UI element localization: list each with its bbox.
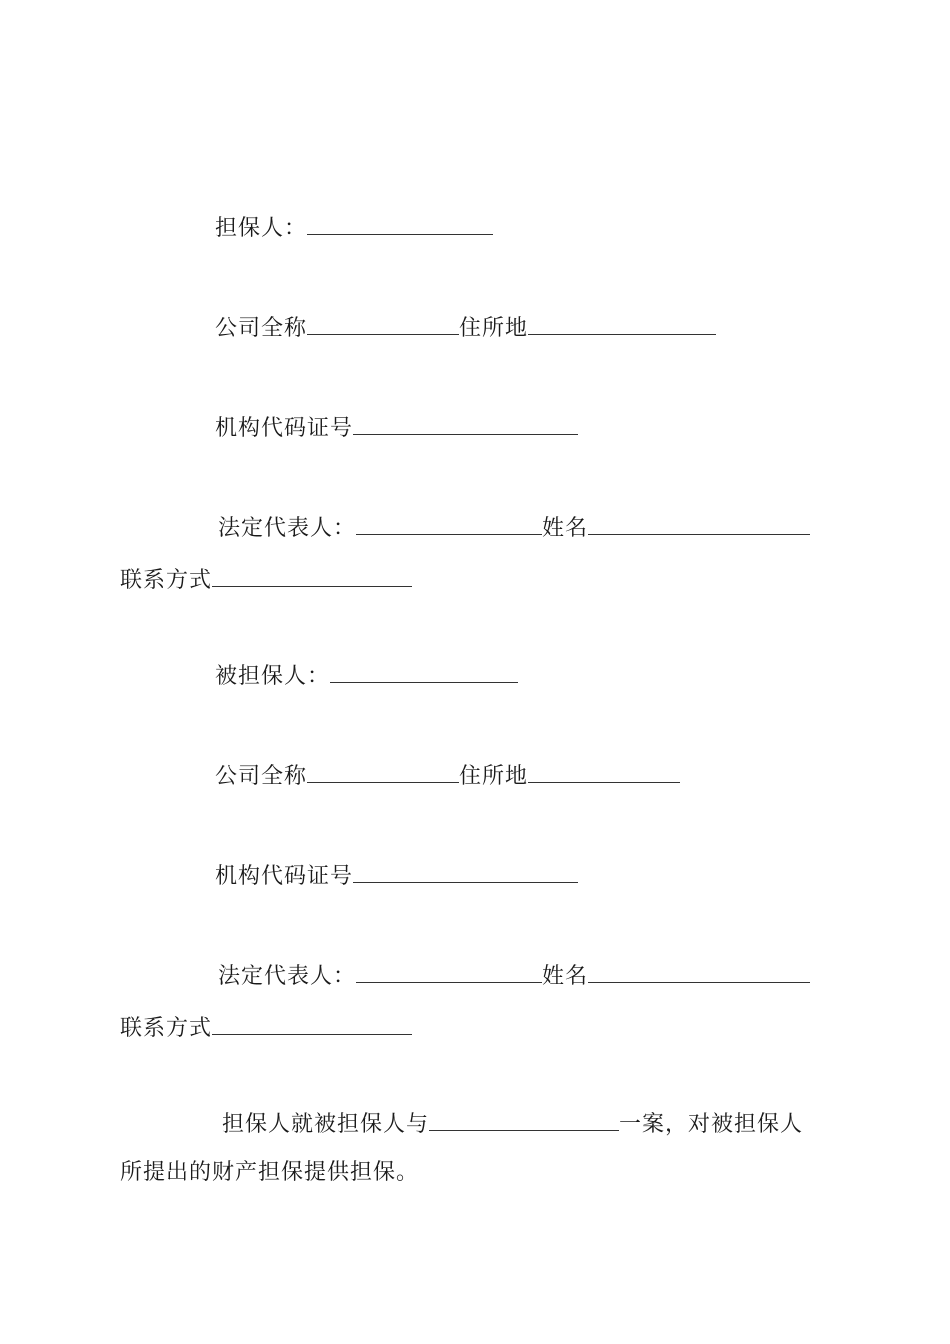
guaranteed-legal-rep-line [218,960,810,992]
guarantor-name-blank[interactable] [588,512,810,535]
guarantor-heading: 担保人： [215,216,308,241]
guaranteed-org-code-label: 机构代码证号 [215,864,354,889]
statement-part1: 担保人就被担保人与 [222,1112,430,1137]
guaranteed-legal-rep-blank[interactable] [356,960,542,983]
guarantor-address-label: 住所地 [459,316,529,341]
guaranteed-contact-label: 联系方式 [120,1016,213,1041]
guarantor-org-code-label: 机构代码证号 [215,416,354,441]
guaranteed-company-label: 公司全称 [215,764,308,789]
guaranteed-name-label: 姓名 [542,964,589,989]
guarantor-contact-blank[interactable] [212,564,412,587]
guarantor-legal-rep-label: 法定代表人： [218,516,357,541]
guaranteed-contact-blank[interactable] [212,1012,412,1035]
guarantor-heading-line [215,212,493,244]
case-blank[interactable] [429,1108,619,1131]
guaranteed-address-blank[interactable] [528,760,680,783]
guarantor-company-line [215,312,716,344]
guarantor-name-label: 姓名 [542,516,589,541]
guaranteed-blank[interactable] [330,660,518,683]
guaranteed-org-code-blank[interactable] [353,860,578,883]
guarantor-address-blank[interactable] [528,312,716,335]
guaranteed-address-label: 住所地 [459,764,529,789]
guarantor-contact-line [120,564,412,596]
guaranteed-legal-rep-label: 法定代表人： [218,964,357,989]
guarantor-legal-rep-blank[interactable] [356,512,542,535]
statement-part2: 一案，对被担保人 [619,1112,804,1137]
guarantor-blank[interactable] [307,212,493,235]
guarantor-contact-label: 联系方式 [120,568,213,593]
guaranteed-org-code-line [215,860,578,892]
guaranteed-name-blank[interactable] [588,960,810,983]
guaranteed-company-blank[interactable] [307,760,459,783]
statement-part3: 所提出的财产担保提供担保。 [120,1160,420,1185]
guaranteed-company-line [215,760,680,792]
guarantor-org-code-blank[interactable] [353,412,578,435]
guarantor-legal-rep-line [218,512,810,544]
statement-line-2 [120,1158,419,1188]
guarantor-org-code-line [215,412,578,444]
guarantor-company-blank[interactable] [307,312,459,335]
statement-line-1 [222,1108,803,1140]
guaranteed-heading: 被担保人： [215,664,331,689]
guaranteed-contact-line [120,1012,412,1044]
guaranteed-heading-line [215,660,518,692]
guarantor-company-label: 公司全称 [215,316,308,341]
